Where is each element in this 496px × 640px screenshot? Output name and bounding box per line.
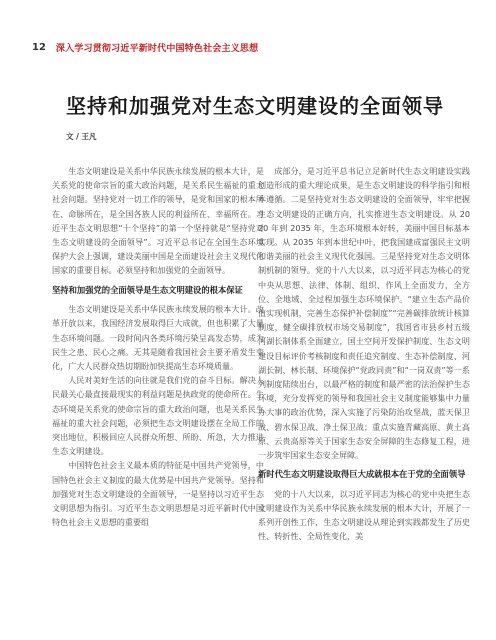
- section-title: 深入学习贯彻习近平新时代中国特色社会主义思想: [55, 43, 259, 54]
- body-paragraph: 党的十八大以来，以习近平同志为核心的党中央把生态文明建设作为关系中华民族永续发展的根本大计，开展了一系列开创性工作，生态文明建设从理论到实践都发生了历史性、转折性、全局性变化，美: [258, 488, 470, 542]
- body-paragraph: 生态文明建设是关系中华民族永续发展的根本大计，是关系党的使命宗旨的重大政治问题，是关系民生福祉的重大社会问题。坚持党对一切工作的领导，是党和国家的根本所在、命脉所在，是全国各族人民的利益所在、幸福所在。习近平生态文明思想“十个坚持”的第一个坚持就是“坚持党对生态文明建设的全面领导”。习近平总书记在全国生态环境保护大会上强调，建设美丽中国是全面建设社会主义现代化国家的重要目标。必须坚持和加强党的全面领导。: [52, 166, 264, 276]
- body-paragraph: 成部分，是习近平总书记立足新时代生态文明建设实践创造形成的重大理论成果，是生态文明建设的科学指引和根本遵循。二是坚持党对生态文明建设的全面领导，牢牢把握生态文明建设的正确方向，扎实推进生态文明建设。从 2020 年到 2035 年，生态环境根本好转，美丽中国目标基本实现。从 2035 年到本世纪中叶，把我国建成富强民主文明和谐美丽的社会主义现代化强国。三是坚持党对生态文明体制机制的领导。党的十八大以来，以习近平同志为核心的党中央从思想、法律、体制、组织、作风上全面发力，全方位、全地域、全过程加强生态环境保护。“建立生态产品价值实现机制，完善生态保护补偿制度”“完善碳排放统计核算制度，健全碳排放权市场交易制度”，我国省市县乡村五级河湖长制体系全面建立，国土空间开发保护制度、生态文明建设目标评价考核制度和责任追究制度、生态补偿制度、河湖长制、林长制、环境保护“党政同责”和“一岗双责”等一系列制度陆续出台，以最严格的制度和最严密的法治保护生态环境，充分发挥党的领导和我国社会主义制度能够集中力量办大事的政治优势，深入实施了污染防治攻坚战，蓝天保卫战、碧水保卫战、净土保卫战；重点实施青藏高原、黄土高原、云贵高原等关于国家生态安全屏障的生态修复工程，进一步筑牢国家生态安全屏障。: [258, 166, 470, 461]
- body-paragraph: 生态文明建设是关系中华民族永续发展的根本大计。改革开放以来，我国经济发展取得巨大成就，但也积累了大量生态环境问题。一段时间内各类环境污染呈高发态势，成为民生之患、民心之痛。无其是随着我国社会主要矛盾发生变化，广大人民群众热切期盼加快提高生态环境质量。: [52, 304, 264, 371]
- article-author: 文 / 王凡: [66, 132, 97, 141]
- right-column: [258, 164, 470, 632]
- body-paragraph: 中国特色社会主义最本质的特征是中国共产党领导，中国特色社会主义制度的最大优势是中国共产党领导。坚持和加强党对生态文明建设的全面领导，一是坚持以习近平生态文明思想为指引。习近平生态文明思想是习近平新时代中国特色社会主义思想的重要组: [52, 460, 264, 528]
- left-column: [52, 164, 264, 632]
- body-paragraph: 人民对美好生活的向往就是我们党的奋斗目标。解决人民最关心最直接最现实的利益问题是执政党的使命所在。生态环境是关系党的使命宗旨的重大政治问题，也是关系民生福祉的重大社会问题，必须把生态文明建设摆在全局工作的突出地位，积极回应人民群众所想、所盼、所急，大力推进生态文明建设。: [52, 375, 264, 457]
- page-number: 12: [32, 41, 46, 53]
- subheading: 坚持和加强党的全面领导是生态文明建设的根本保证: [52, 284, 243, 295]
- subheading: 新时代生态文明建设取得巨大成就根本在于党的全面领导: [258, 469, 466, 480]
- page-header: [32, 40, 258, 54]
- article-title: 坚持和加强党对生态文明建设的全面领导: [66, 94, 444, 118]
